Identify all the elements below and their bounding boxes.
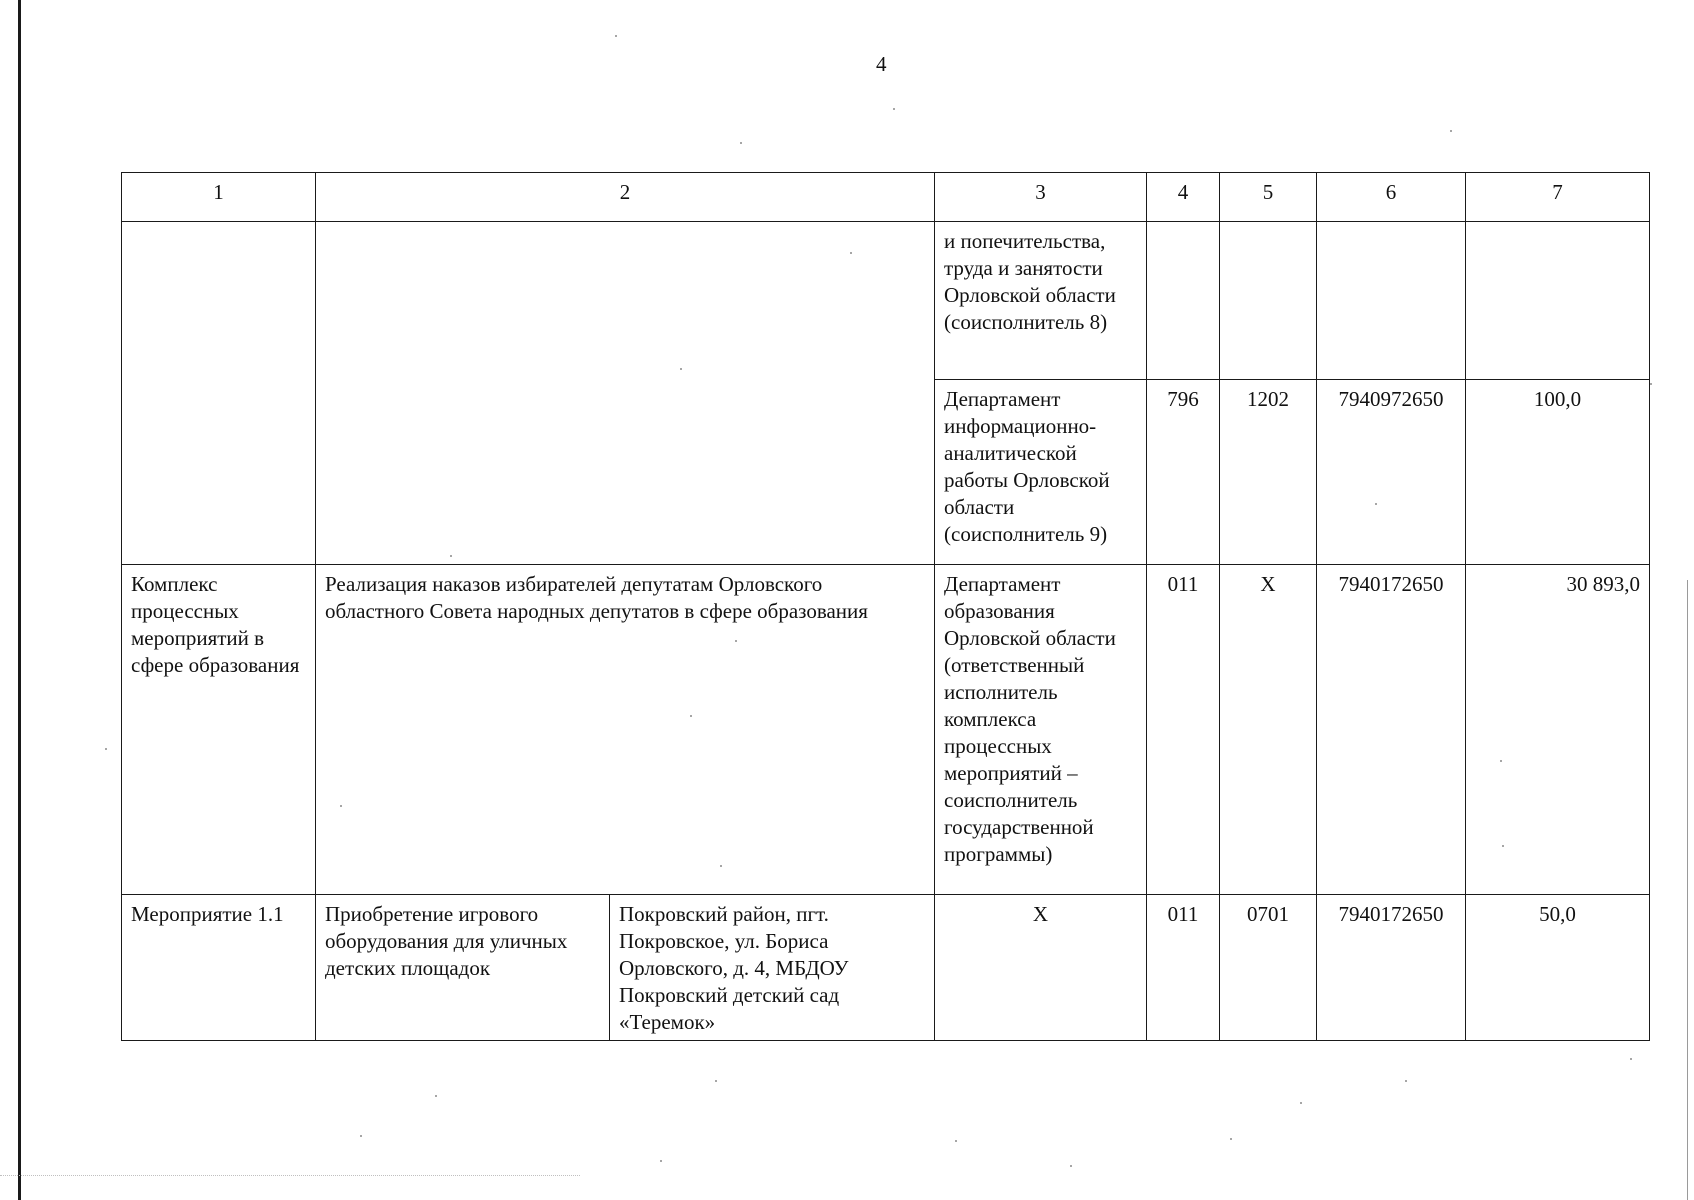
row1-col3: и попечительства, труда и занятости Орловской области (соисполнитель 8) [935, 222, 1147, 380]
header-cell-7: 7 [1466, 173, 1650, 222]
header-cell-4: 4 [1147, 173, 1220, 222]
row3-col2: Реализация наказов избирателей депутатам Орловского областного Совета народных депутатов в сфере образования [316, 565, 935, 895]
table-header-row [122, 173, 1650, 222]
row2-col6: 7940972650 [1317, 380, 1466, 565]
row4-col1: Мероприятие 1.1 [122, 895, 316, 1041]
scan-edge-left [18, 0, 21, 1200]
table-row [122, 222, 1650, 380]
row3-col6: 7940172650 [1317, 565, 1466, 895]
row4-col3: Х [935, 895, 1147, 1041]
row2-col1 [122, 380, 316, 565]
row1-col5 [1220, 222, 1317, 380]
row4-col2b: Покровский район, пгт. Покровское, ул. Бориса Орловского, д. 4, МБДОУ Покровский детский сад «Теремок» [610, 895, 935, 1041]
header-cell-6: 6 [1317, 173, 1466, 222]
table-row [122, 380, 1650, 565]
page-number: 4 [876, 52, 887, 76]
row2-col5: 1202 [1220, 380, 1317, 565]
row1-col2 [316, 222, 935, 380]
row4-col2a: Приобретение игрового оборудования для уличных детских площадок [316, 895, 610, 1041]
row3-col3: Департамент образования Орловской области (ответственный исполнитель комплекса процессных мероприятий – соисполнитель государственной программы) [935, 565, 1147, 895]
budget-table [121, 172, 1650, 1041]
header-cell-3: 3 [935, 173, 1147, 222]
row4-col5: 0701 [1220, 895, 1317, 1041]
row2-col3: Департамент информационно-аналитической работы Орловской области (соисполнитель 9) [935, 380, 1147, 565]
row2-col4: 796 [1147, 380, 1220, 565]
row3-col7: 30 893,0 [1466, 565, 1650, 895]
row2-col7: 100,0 [1466, 380, 1650, 565]
row4-col6: 7940172650 [1317, 895, 1466, 1041]
header-cell-2: 2 [316, 173, 935, 222]
row3-col5: Х [1220, 565, 1317, 895]
row2-col2 [316, 380, 935, 565]
row3-col1: Комплекс процессных мероприятий в сфере образования [122, 565, 316, 895]
row1-col7 [1466, 222, 1650, 380]
row3-col4: 011 [1147, 565, 1220, 895]
scan-edge-right [1687, 580, 1688, 1200]
row1-col4 [1147, 222, 1220, 380]
table-row [122, 565, 1650, 895]
row1-col1 [122, 222, 316, 380]
row4-col4: 011 [1147, 895, 1220, 1041]
header-cell-5: 5 [1220, 173, 1317, 222]
table-row [122, 895, 1650, 1041]
scan-noise-line [0, 1175, 580, 1177]
header-cell-1: 1 [122, 173, 316, 222]
row4-col7: 50,0 [1466, 895, 1650, 1041]
row1-col6 [1317, 222, 1466, 380]
